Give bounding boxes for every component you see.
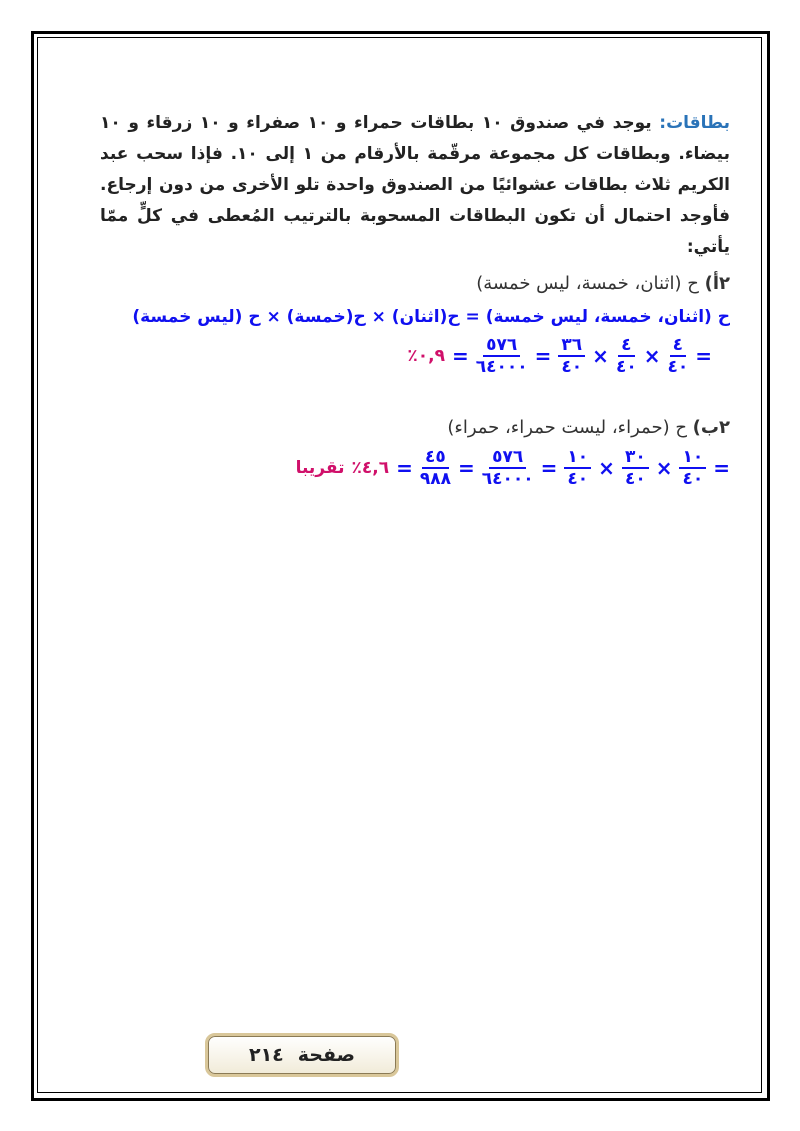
part-b-equation — [100, 447, 730, 489]
denominator: ٤٠ — [682, 469, 704, 489]
result-approx-label: تقريبا — [295, 458, 345, 478]
denominator: ٤٠ — [624, 469, 646, 489]
numerator: ٣٦ — [558, 335, 585, 357]
fraction — [420, 447, 451, 489]
times-sign: × — [655, 456, 673, 480]
part-b-number: ٢ب) — [692, 417, 730, 438]
numerator: ٤٥ — [422, 447, 449, 469]
denominator: ٤٠ — [567, 469, 589, 489]
page-number-box — [205, 1033, 399, 1077]
result-percent: ٪٤,٦ — [351, 458, 390, 478]
problem-statement — [100, 108, 730, 263]
fraction — [622, 447, 649, 489]
part-b-question-text: ح (حمراء، ليست حمراء، حمراء) — [447, 417, 687, 438]
numerator: ٥٧٦ — [483, 335, 520, 357]
part-b-question — [100, 413, 730, 443]
equals-sign: = — [457, 456, 475, 480]
equals-sign: = — [534, 344, 552, 368]
numerator: ٤ — [618, 335, 634, 357]
fraction — [482, 447, 534, 489]
equals-sign: = — [695, 344, 712, 368]
fraction — [476, 335, 528, 377]
equals-sign: = — [451, 344, 469, 368]
numerator: ١٠ — [679, 447, 706, 469]
fraction — [564, 447, 591, 489]
numerator: ٥٧٦ — [489, 447, 526, 469]
page-content — [100, 108, 730, 489]
equals-sign: = — [540, 456, 558, 480]
denominator: ٤٠ — [561, 357, 583, 377]
fraction — [616, 335, 637, 377]
denominator: ٦٤٠٠٠ — [475, 357, 528, 377]
times-sign: × — [598, 456, 615, 480]
equals-sign: = — [713, 456, 730, 480]
page-number: ٢١٤ — [248, 1044, 284, 1066]
times-sign: × — [592, 344, 609, 368]
denominator: ٩٨٨ — [419, 469, 451, 489]
denominator: ٤٠ — [667, 357, 689, 377]
part-a-question — [100, 269, 730, 299]
problem-text: يوجد في صندوق ١٠ بطاقات حمراء و ١٠ صفراء و ١٠ زرقاء و ١٠ بيضاء. وبطاقات كل مجموعة مرقّمة بالأرقام من ١ إلى ١٠. فإذا سحب عبد الكريم ثلاث بطاقات عشوائيًا من الصندوق واحدة تلو الأخرى من دون إرجاع. فأوجد احتمال أن تكون البطاقات المسحوبة بالترتيب المُعطى في كلٍّ ممّا يأتي: — [100, 113, 730, 257]
part-a-question-text: ح (اثنان، خمسة، ليس خمسة) — [476, 273, 699, 294]
fraction — [679, 447, 706, 489]
part-a-number: ٢أ) — [704, 273, 730, 294]
equals-sign: = — [396, 456, 413, 480]
part-a-expansion: ح (اثنان، خمسة، ليس خمسة) = ح(اثنان) × ح(خمسة) × ح (ليس خمسة) — [132, 307, 730, 327]
numerator: ٤ — [670, 335, 686, 357]
result-percent: ٪٠,٩ — [407, 346, 445, 366]
times-sign: × — [643, 344, 661, 368]
denominator: ٤٠ — [615, 357, 637, 377]
problem-label: بطاقات: — [659, 113, 730, 133]
page-label: صفحة — [297, 1044, 356, 1066]
fraction — [667, 335, 688, 377]
fraction — [558, 335, 585, 377]
numerator: ٣٠ — [622, 447, 649, 469]
part-a-equation — [100, 335, 712, 377]
numerator: ١٠ — [564, 447, 591, 469]
denominator: ٦٤٠٠٠ — [481, 469, 534, 489]
